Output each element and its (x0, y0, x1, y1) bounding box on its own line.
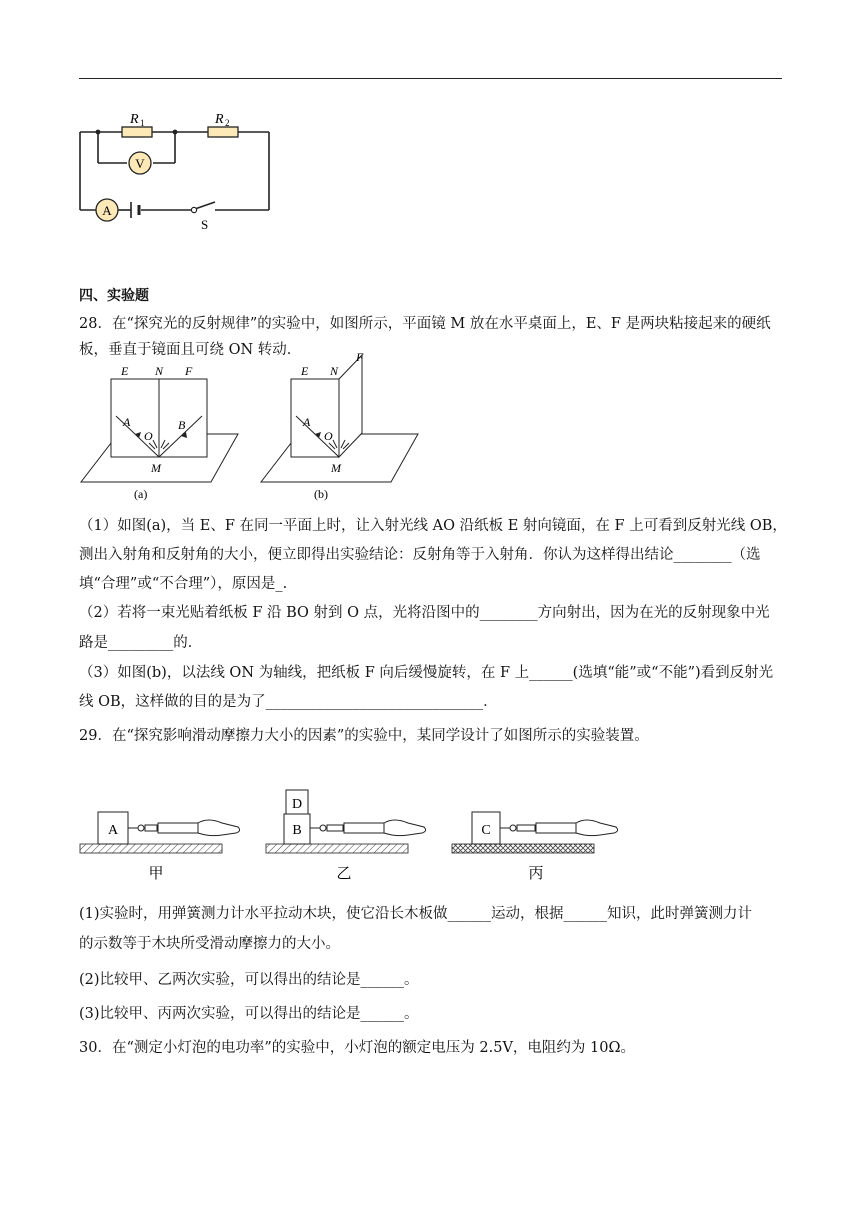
q30-stem: 30．在“测定小灯泡的电功率”的实验中，小灯泡的额定电压为 2.5V，电阻约为 10Ω。 (79, 1040, 635, 1056)
header-rule (79, 78, 782, 79)
caption-yi: 乙 (336, 866, 352, 882)
svg-text:A: A (303, 415, 311, 429)
svg-text:N: N (330, 364, 339, 378)
svg-text:B: B (178, 418, 186, 432)
circuit-diagram (70, 105, 285, 235)
r1-subscript: 1 (140, 118, 145, 128)
block-c-label: C (481, 823, 491, 838)
caption-jia: 甲 (148, 866, 164, 882)
block-d-label: D (291, 797, 303, 812)
reflection-figure-b (258, 350, 423, 502)
q28-part1-line-2: 测出入射角和反射角的大小，便立即得出实验结论：反射角等于入射角．你认为这样得出结论________（选 (79, 547, 761, 563)
q28-part1-line-1: （1）如图(a)，当 E、F 在同一平面上时，让入射光线 AO 沿纸板 E 射向镜面，在 F 上可看到反射光线 OB， (79, 518, 787, 534)
svg-text:N: N (155, 364, 164, 378)
q28-part1-line-3: 填“合理”或“不合理”），原因是_. (79, 576, 288, 592)
q29-part1-line-1: (1)实验时，用弹簧测力计水平拉动木块，使它沿长木板做______运动，根据______知识，此时弹簧测力计 (79, 906, 753, 922)
svg-text:F: F (356, 350, 364, 364)
svg-text:E: E (121, 364, 129, 378)
resistor-r2 (208, 127, 238, 137)
svg-text:(a): (a) (134, 487, 148, 501)
q29-stem: 29．在“探究影响滑动摩擦力大小的因素”的实验中，某同学设计了如图所示的实验装置。 (79, 728, 649, 744)
block-a-label: A (107, 823, 119, 838)
q29-part3: (3)比较甲、丙两次实验，可以得出的结论是______。 (79, 1006, 419, 1022)
q29-part1-line-2: 的示数等于木块所受滑动摩擦力的大小。 (79, 936, 340, 952)
block-b-label: B (292, 823, 302, 838)
svg-text:O: O (324, 429, 333, 443)
q28-stem-line-1: 28．在“探究光的反射规律”的实验中，如图所示，平面镜 M 放在水平桌面上，E、F 是两块粘接起来的硬纸 (79, 316, 771, 332)
svg-text:E: E (301, 364, 309, 378)
r2-label: R (215, 112, 224, 127)
svg-text:F: F (185, 364, 193, 378)
q28-part3-line-1: （3）如图(b)，以法线 ON 为轴线，把纸板 F 向后缓慢旋转，在 F 上______(选填“能”或“不能”)看到反射光 (79, 665, 774, 681)
switch-label: S (201, 217, 209, 232)
r2-subscript: 2 (225, 118, 230, 128)
ammeter-label: A (102, 203, 112, 218)
svg-text:A: A (123, 415, 131, 429)
resistor-r1 (122, 127, 152, 137)
q28-part2-line-1: （2）若将一束光贴着纸板 F 沿 BO 射到 O 点，光将沿图中的________方向射出，因为在光的反射现象中光 (79, 605, 770, 621)
voltmeter-label: V (135, 156, 145, 171)
svg-text:M: M (331, 461, 341, 475)
r1-label: R (130, 112, 139, 127)
caption-bing: 丙 (528, 866, 544, 882)
svg-text:(b): (b) (314, 487, 328, 501)
q28-stem-line-2: 板，垂直于镜面且可绕 ON 转动． (79, 342, 302, 358)
svg-text:M: M (151, 461, 161, 475)
q29-part2: (2)比较甲、乙两次实验，可以得出的结论是______。 (79, 972, 419, 988)
friction-figure (78, 788, 638, 888)
reflection-figure-a (78, 362, 243, 502)
section-title: 四、实验题 (79, 288, 149, 304)
q28-part3-line-2: 线 OB，这样做的目的是为了______________________________． (79, 694, 498, 710)
q28-part2-line-2: 路是_________的． (79, 635, 203, 651)
svg-text:O: O (144, 429, 153, 443)
